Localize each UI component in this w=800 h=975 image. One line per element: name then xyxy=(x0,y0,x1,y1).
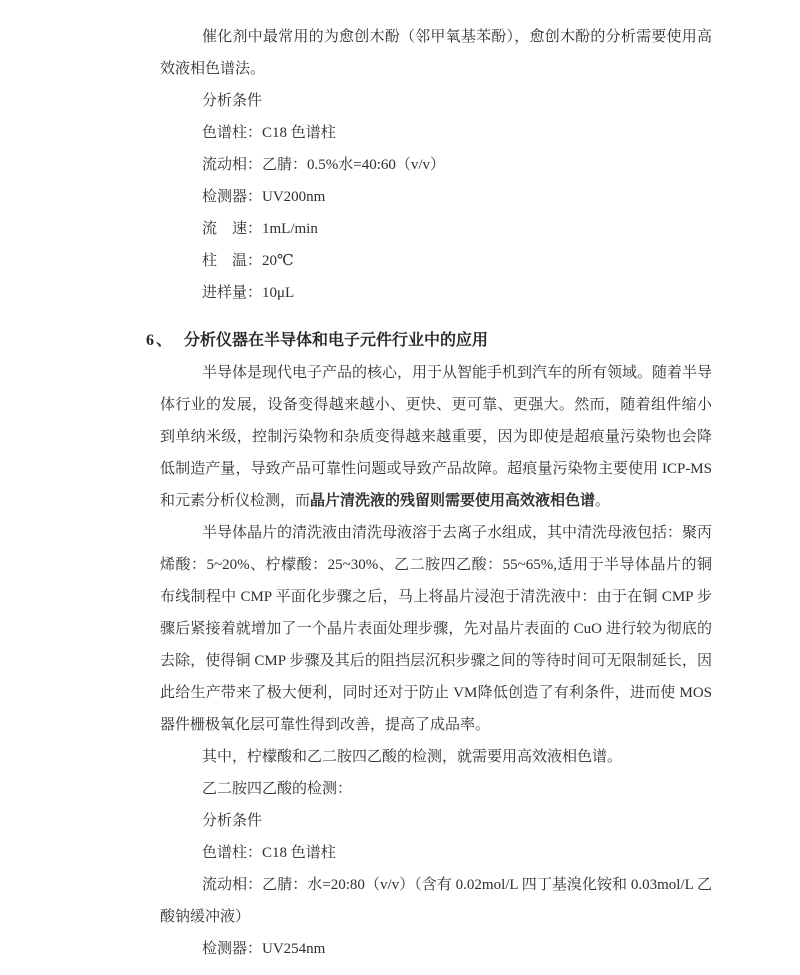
citric-edta-note-paragraph: 其中，柠檬酸和乙二胺四乙酸的检测，就需要用高效液相色谱。 xyxy=(202,749,623,765)
wafer-cleaning-paragraph: 半导体晶片的清洗液由清洗母液溶于去离子水组成，其中清洗母液包括：聚丙烯酸：5~20%、柠檬酸：25~30%、乙二胺四乙酸：55~65%,适用于半导体晶片的铜布线制程中 CMP 平面化步骤之后，马上将晶片浸泡于清洗液中：由于在铜 CMP 步骤后紧接着就增加了一个晶片表面处理步骤，先对晶片表面的 CuO 进行较为彻底的去除，使得铜 CMP 步骤及其后的阻挡层沉积步骤之间的等待时间可无限制延长，因此给生产带来了极大便利，同时还对于防止 VM降低创造了有利条件，进而使 MOS 器件栅极氧化层可靠性得到改善，提高了成品率。 xyxy=(160,525,713,733)
hplc1-condition-mobile-phase: 流动相：乙腈：0.5%水=40:60（v/v） xyxy=(202,157,446,173)
paragraph-text-normal: 半导体是现代电子产品的核心，用于从智能手机到汽车的所有领域。随着半导体行业的发展，设备变得越来越小、更快、更可靠、更强大。然而，随着组件缩小到单纳米级，控制污染物和杂质变得越来越重要，因为即使是超痕量污染物也会降低制造产量，导致产品可靠性问题或导致产品故障。超痕量污染物主要使用 ICP-MS 和元素分析仪检测，而 xyxy=(160,365,713,509)
hplc2-condition-mobile-phase: 流动相：乙腈：水=20:80（v/v）（含有 0.02mol/L 四丁基溴化铵和 0.03mol/L 乙酸钠缓冲液） xyxy=(160,877,712,925)
hplc1-condition-detector: 检测器：UV200nm xyxy=(202,189,326,205)
hplc1-condition-column: 色谱柱：C18 色谱柱 xyxy=(202,125,336,141)
section-6-title: 分析仪器在半导体和电子元件行业中的应用 xyxy=(184,332,489,349)
hplc1-condition-injection-volume: 进样量：10μL xyxy=(202,285,295,301)
section-6-heading xyxy=(146,325,712,357)
paragraph-text-bold-emphasis: 晶片清洗液的残留则需要使用高效液相色谱 xyxy=(310,493,596,509)
catalyst-intro-paragraph: 催化剂中最常用的为愈创木酚（邻甲氧基苯酚），愈创木酚的分析需要使用高效液相色谱法。 xyxy=(160,29,712,77)
section-6-number: 6、 xyxy=(146,332,175,349)
hplc2-condition-column: 色谱柱：C18 色谱柱 xyxy=(202,845,336,861)
edta-detection-label: 乙二胺四乙酸的检测： xyxy=(202,781,353,797)
hplc1-condition-column-temperature: 柱 温：20℃ xyxy=(202,253,294,269)
analysis-conditions-title-2: 分析条件 xyxy=(202,813,263,829)
hplc2-condition-detector: 检测器：UV254nm xyxy=(202,941,326,957)
analysis-conditions-title-1: 分析条件 xyxy=(202,93,263,109)
hplc1-condition-flow-rate: 流 速：1mL/min xyxy=(202,221,318,237)
semiconductor-intro-paragraph xyxy=(160,357,712,517)
paragraph-text-tail: 。 xyxy=(595,493,611,509)
